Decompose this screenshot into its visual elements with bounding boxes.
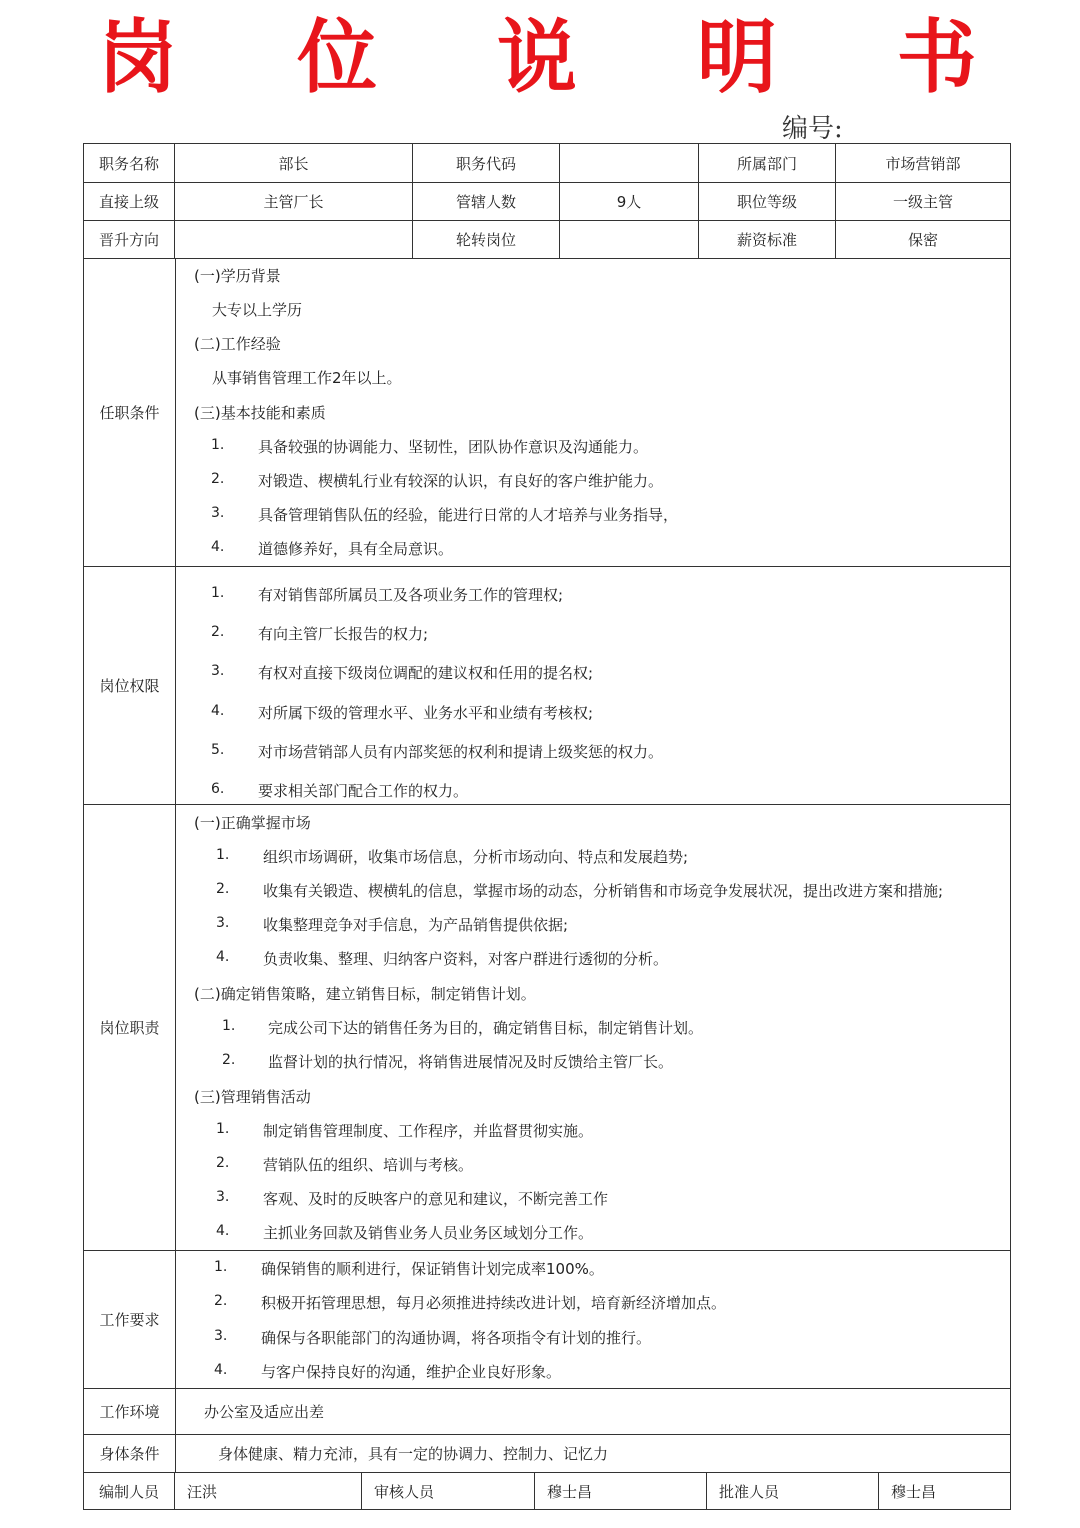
list-item: 客观、及时的反映客户的意见和建议，不断完善工作 xyxy=(263,1190,609,1208)
list-item: 组织市场调研，收集市场信息，分析市场动向、特点和发展趋势; xyxy=(263,848,689,866)
list-item: 收集有关锻造、楔横轧的信息，掌握市场的动态，分析销售和市场竞争发展状况，提出改进方案和措施; xyxy=(263,882,944,900)
item-number: 4. xyxy=(216,1223,230,1239)
subheading: (二)工作经验 xyxy=(194,335,281,353)
section-label: 身体条件 xyxy=(84,1435,176,1472)
list-item: 与客户保持良好的沟通，维护企业良好形象。 xyxy=(261,1363,562,1381)
list-item: 对市场营销部人员有内部奖惩的权利和提请上级奖惩的权力。 xyxy=(258,743,664,761)
item-number: 5. xyxy=(211,742,225,758)
cell: 晋升方向 xyxy=(84,221,175,258)
item-number: 1. xyxy=(211,585,225,601)
item-number: 1. xyxy=(216,1121,230,1137)
item-number: 4. xyxy=(216,949,230,965)
header-row-2 xyxy=(83,182,1011,220)
item-number: 2. xyxy=(222,1052,236,1068)
list-item: 有对销售部所属员工及各项业务工作的管理权; xyxy=(258,586,564,604)
item-number: 3. xyxy=(216,1189,230,1205)
list-item: 确保销售的顺利进行，保证销售计划完成率100%。 xyxy=(261,1260,604,1278)
list-item: 监督计划的执行情况，将销售进展情况及时反馈给主管厂长。 xyxy=(268,1053,674,1071)
cell: 部长 xyxy=(175,144,413,182)
prepared-by-value: 汪洪 xyxy=(175,1473,362,1509)
list-item: 营销队伍的组织、培训与考核。 xyxy=(263,1156,474,1174)
cell: 薪资标准 xyxy=(699,221,836,258)
list-item: 对所属下级的管理水平、业务水平和业绩有考核权; xyxy=(258,704,594,722)
list-item: 道德修养好，具有全局意识。 xyxy=(258,540,454,558)
list-item: 负责收集、整理、归纳客户资料，对客户群进行透彻的分析。 xyxy=(263,950,669,968)
subheading: (一)学历背景 xyxy=(194,267,281,285)
text: 从事销售管理工作2年以上。 xyxy=(212,369,402,387)
item-number: 1. xyxy=(216,847,230,863)
item-number: 6. xyxy=(211,781,225,797)
cell: 主管厂长 xyxy=(175,183,413,220)
cell xyxy=(175,221,413,258)
section-label: 工作环境 xyxy=(84,1389,176,1434)
cell xyxy=(560,144,699,182)
footer-row xyxy=(83,1472,1011,1510)
list-item: 有权对直接下级岗位调配的建议权和任用的提名权; xyxy=(258,664,594,682)
page-title: 岗 位 说 明 书 xyxy=(97,11,1023,104)
list-item: 有向主管厂长报告的权力; xyxy=(258,625,429,643)
header-row-1 xyxy=(83,143,1011,182)
subheading: (三)管理销售活动 xyxy=(194,1088,311,1106)
cell: 直接上级 xyxy=(84,183,175,220)
item-number: 2. xyxy=(211,471,225,487)
item-number: 1. xyxy=(222,1018,236,1034)
approved-by-label: 批准人员 xyxy=(707,1473,879,1509)
text: 大专以上学历 xyxy=(212,301,303,319)
physical-value: 身体健康、精力充沛，具有一定的协调力、控制力、记忆力 xyxy=(218,1445,609,1463)
section-label: 任职条件 xyxy=(84,259,176,566)
list-item: 制定销售管理制度、工作程序，并监督贯彻实施。 xyxy=(263,1122,594,1140)
subheading: (二)确定销售策略，建立销售目标，制定销售计划。 xyxy=(194,985,536,1003)
cell: 职位等级 xyxy=(699,183,836,220)
list-item: 主抓业务回款及销售业务人员业务区域划分工作。 xyxy=(263,1224,594,1242)
item-number: 4. xyxy=(211,539,225,555)
approved-by-value: 穆士昌 xyxy=(891,1482,937,1501)
reviewed-by-label: 审核人员 xyxy=(362,1473,535,1509)
prepared-by-label: 编制人员 xyxy=(84,1473,175,1509)
item-number: 3. xyxy=(216,915,230,931)
item-number: 4. xyxy=(211,703,225,719)
item-number: 2. xyxy=(216,1155,230,1171)
cell: 轮转岗位 xyxy=(413,221,560,258)
document-number-label: 编号: xyxy=(782,114,843,144)
qualifications-section xyxy=(83,258,1011,566)
item-number: 4. xyxy=(214,1362,228,1378)
cell: 一级主管 xyxy=(892,193,953,211)
item-number: 3. xyxy=(211,505,225,521)
item-number: 2. xyxy=(216,881,230,897)
physical-row xyxy=(83,1434,1011,1472)
section-label: 岗位职责 xyxy=(84,805,176,1250)
section-label: 岗位权限 xyxy=(84,567,176,804)
requirements-section xyxy=(83,1250,1011,1388)
item-number: 2. xyxy=(214,1293,228,1309)
duties-section xyxy=(83,804,1011,1250)
subheading: (一)正确掌握市场 xyxy=(194,814,311,832)
cell: 9人 xyxy=(560,183,699,220)
cell xyxy=(560,221,699,258)
reviewed-by-value: 穆士昌 xyxy=(535,1473,707,1509)
cell: 所属部门 xyxy=(699,144,836,182)
cell: 保密 xyxy=(907,231,938,249)
list-item: 对锻造、楔横轧行业有较深的认识，有良好的客户维护能力。 xyxy=(258,472,664,490)
section-label: 工作要求 xyxy=(84,1251,176,1388)
item-number: 3. xyxy=(211,663,225,679)
subheading: (三)基本技能和素质 xyxy=(194,404,326,422)
list-item: 具备管理销售队伍的经验，能进行日常的人才培养与业务指导， xyxy=(258,506,679,524)
list-item: 完成公司下达的销售任务为目的，确定销售目标，制定销售计划。 xyxy=(268,1019,704,1037)
list-item: 收集整理竞争对手信息，为产品销售提供依据; xyxy=(263,916,569,934)
authority-section xyxy=(83,566,1011,804)
environment-row xyxy=(83,1388,1011,1434)
list-item: 确保与各职能部门的沟通协调，将各项指令有计划的推行。 xyxy=(261,1329,652,1347)
header-row-3 xyxy=(83,220,1011,258)
cell: 职务名称 xyxy=(84,144,175,182)
cell: 管辖人数 xyxy=(413,183,560,220)
cell: 职务代码 xyxy=(413,144,560,182)
list-item: 具备较强的协调能力、坚韧性，团队协作意识及沟通能力。 xyxy=(258,438,649,456)
item-number: 2. xyxy=(211,624,225,640)
item-number: 1. xyxy=(214,1259,228,1275)
item-number: 1. xyxy=(211,437,225,453)
cell: 市场营销部 xyxy=(885,154,961,173)
item-number: 3. xyxy=(214,1328,228,1344)
environment-value: 办公室及适应出差 xyxy=(204,1403,325,1421)
list-item: 要求相关部门配合工作的权力。 xyxy=(258,782,469,800)
list-item: 积极开拓管理思想，每月必须推进持续改进计划，培育新经济增加点。 xyxy=(261,1294,727,1312)
